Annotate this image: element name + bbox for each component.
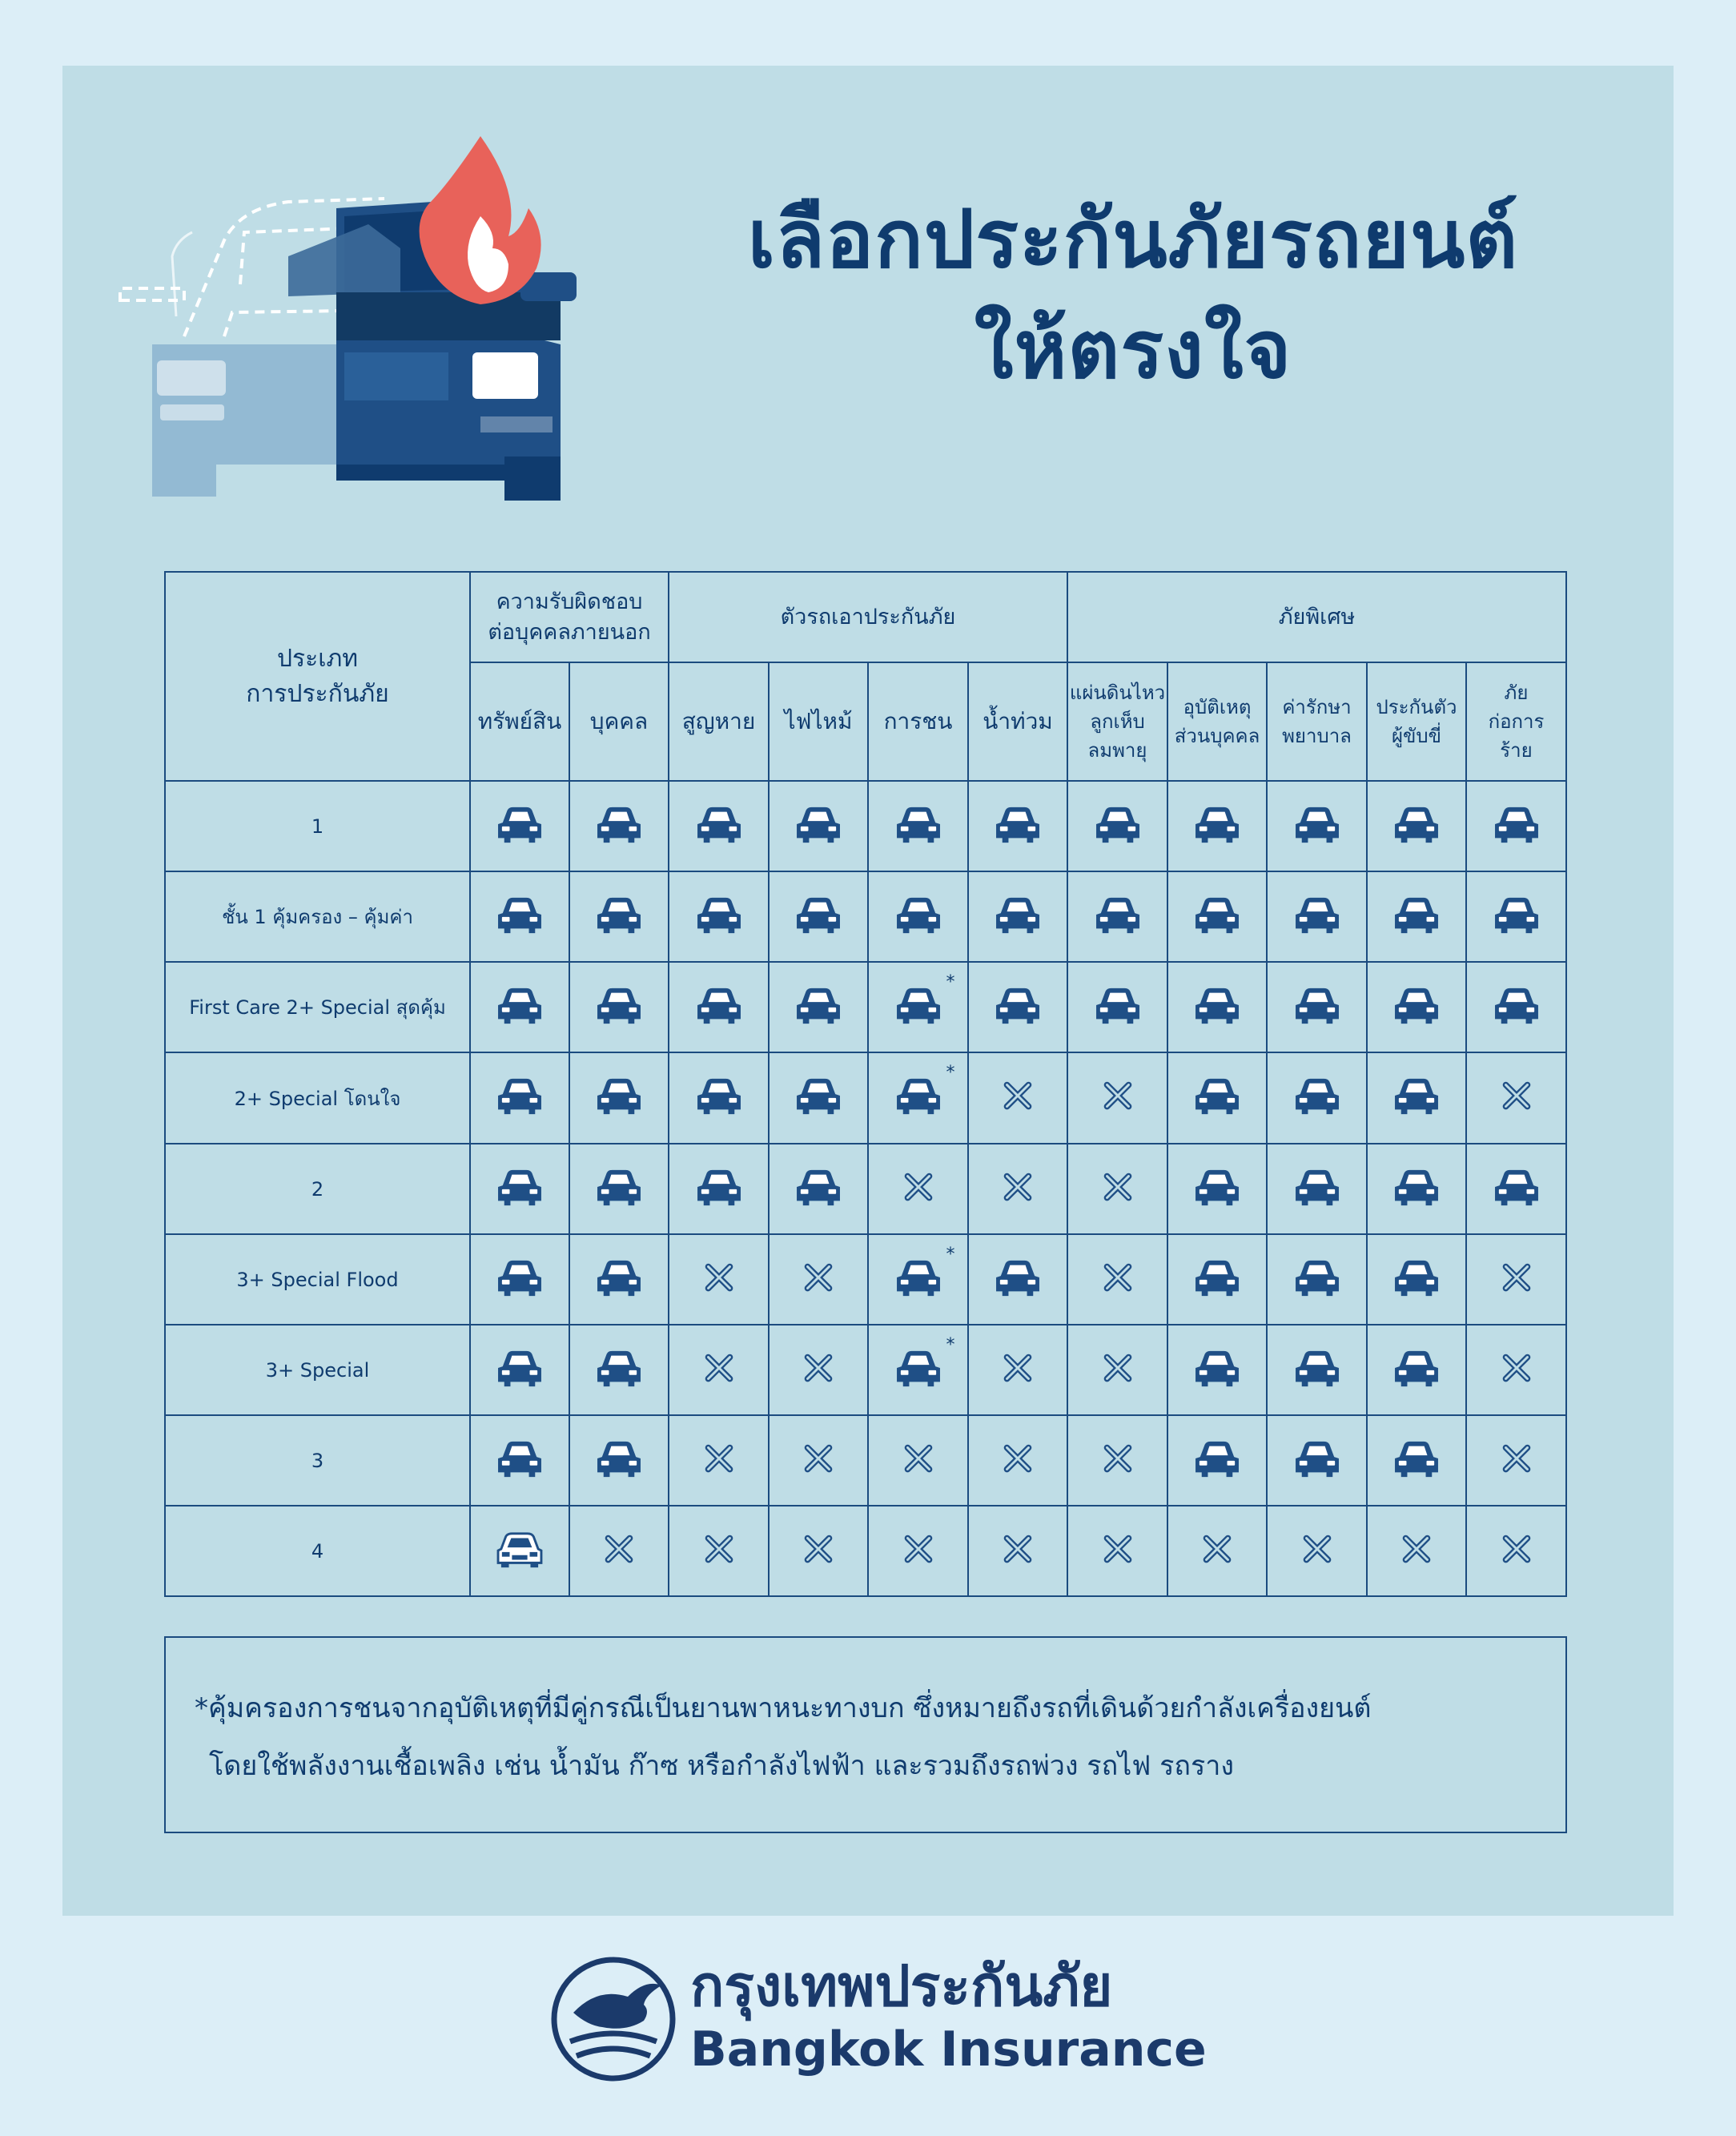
car-icon — [893, 895, 944, 936]
coverage-cell-flood — [968, 962, 1067, 1052]
table-row — [165, 1415, 1566, 1506]
coverage-cell-theft — [669, 1144, 769, 1234]
coverage-cell-theft — [669, 1506, 769, 1596]
plan-label: 2+ Special โดนใจ — [165, 1052, 470, 1144]
car-icon — [1292, 1438, 1343, 1480]
car-icon — [793, 1167, 844, 1209]
car-icon — [1491, 895, 1542, 936]
car-icon — [494, 1167, 545, 1209]
car-icon — [992, 895, 1043, 936]
car-icon — [494, 804, 545, 846]
coverage-cell-collision — [868, 1234, 968, 1325]
cross-icon — [1092, 1348, 1143, 1390]
coverage-cell-collision — [868, 781, 968, 871]
coverage-cell-terrorism — [1466, 1052, 1566, 1144]
car-icon — [494, 1348, 545, 1390]
footnote-box — [164, 1636, 1567, 1833]
column-header-theft: สูญหาย — [669, 662, 769, 781]
cross-icon — [1092, 1529, 1143, 1571]
car-icon — [1391, 1257, 1442, 1299]
coverage-cell-terrorism — [1466, 962, 1566, 1052]
footnote-star: * — [946, 1334, 955, 1355]
coverage-cell-flood — [968, 781, 1067, 871]
car-icon — [793, 804, 844, 846]
cross-icon — [1092, 1257, 1143, 1299]
coverage-cell-theft — [669, 1415, 769, 1506]
coverage-cell-natural-disaster — [1067, 1234, 1167, 1325]
plan-label: 3+ Special Flood — [165, 1234, 470, 1325]
car-icon — [593, 1167, 645, 1209]
car-icon — [1491, 804, 1542, 846]
cross-icon — [1191, 1529, 1243, 1571]
cross-icon — [693, 1438, 745, 1480]
coverage-cell-person — [569, 1415, 669, 1506]
car-icon — [494, 1257, 545, 1299]
coverage-cell-terrorism — [1466, 1144, 1566, 1234]
coverage-cell-person — [569, 871, 669, 962]
car-icon — [893, 1348, 944, 1390]
cross-icon — [593, 1529, 645, 1571]
car-icon — [1491, 985, 1542, 1027]
car-icon — [1391, 895, 1442, 936]
car-icon — [992, 1257, 1043, 1299]
cross-icon — [1491, 1529, 1542, 1571]
cross-icon — [992, 1167, 1043, 1209]
coverage-cell-person — [569, 1325, 669, 1415]
page-title — [633, 184, 1634, 405]
coverage-cell-property — [470, 1506, 569, 1596]
coverage-cell-natural-disaster — [1067, 1325, 1167, 1415]
coverage-cell-personal-accident — [1167, 1144, 1267, 1234]
car-icon — [1391, 804, 1442, 846]
coverage-cell-natural-disaster — [1067, 1506, 1167, 1596]
cross-icon — [693, 1257, 745, 1299]
coverage-cell-medical — [1267, 1052, 1367, 1144]
table-row — [165, 1052, 1566, 1144]
coverage-cell-bail-bond — [1367, 781, 1466, 871]
car-icon — [593, 804, 645, 846]
car-icon — [793, 985, 844, 1027]
car-icon — [693, 895, 745, 936]
car-icon — [1292, 1167, 1343, 1209]
coverage-cell-personal-accident — [1167, 1234, 1267, 1325]
cross-icon — [1391, 1529, 1442, 1571]
cross-icon — [1491, 1348, 1542, 1390]
coverage-cell-medical — [1267, 781, 1367, 871]
cross-icon — [992, 1076, 1043, 1117]
burning-car-illustration — [104, 128, 617, 505]
footnote-star: * — [946, 971, 955, 992]
car-icon — [1191, 1076, 1243, 1117]
car-icon — [494, 895, 545, 936]
car-icon — [893, 1076, 944, 1117]
plan-label: 1 — [165, 781, 470, 871]
footnote-star: * — [946, 1063, 955, 1083]
coverage-cell-fire — [769, 1052, 868, 1144]
table-row — [165, 1325, 1566, 1415]
coverage-cell-medical — [1267, 962, 1367, 1052]
car-icon — [593, 985, 645, 1027]
coverage-cell-fire — [769, 1144, 868, 1234]
coverage-cell-bail-bond — [1367, 1052, 1466, 1144]
coverage-cell-person — [569, 1144, 669, 1234]
footnote-star: * — [946, 1244, 955, 1265]
column-header-person: บุคคล — [569, 662, 669, 781]
brand-name-english: Bangkok Insurance — [690, 2021, 1207, 2078]
coverage-cell-bail-bond — [1367, 962, 1466, 1052]
coverage-cell-fire — [769, 871, 868, 962]
coverage-cell-flood — [968, 1325, 1067, 1415]
coverage-cell-collision — [868, 1144, 968, 1234]
coverage-cell-person — [569, 781, 669, 871]
car-icon — [793, 895, 844, 936]
coverage-cell-personal-accident — [1167, 1415, 1267, 1506]
car-icon — [1292, 985, 1343, 1027]
table-row — [165, 1234, 1566, 1325]
coverage-cell-medical — [1267, 1144, 1367, 1234]
car-icon — [1191, 1257, 1243, 1299]
coverage-cell-property — [470, 1052, 569, 1144]
car-icon — [1391, 1167, 1442, 1209]
car-icon — [593, 1438, 645, 1480]
coverage-cell-bail-bond — [1367, 1234, 1466, 1325]
coverage-cell-terrorism — [1466, 1506, 1566, 1596]
cross-icon — [793, 1348, 844, 1390]
coverage-cell-medical — [1267, 1325, 1367, 1415]
coverage-cell-flood — [968, 1234, 1067, 1325]
coverage-cell-person — [569, 1234, 669, 1325]
coverage-cell-personal-accident — [1167, 1325, 1267, 1415]
car-icon — [1191, 1438, 1243, 1480]
car-icon — [793, 1076, 844, 1117]
car-icon — [1191, 1167, 1243, 1209]
plan-label: 3+ Special — [165, 1325, 470, 1415]
coverage-cell-property — [470, 1144, 569, 1234]
cross-icon — [992, 1438, 1043, 1480]
coverage-cell-medical — [1267, 1415, 1367, 1506]
cross-icon — [992, 1529, 1043, 1571]
coverage-cell-medical — [1267, 871, 1367, 962]
cross-icon — [1491, 1257, 1542, 1299]
car-icon — [693, 1167, 745, 1209]
group-header-own-vehicle: ตัวรถเอาประกันภัย — [669, 572, 1067, 662]
car-icon — [494, 1076, 545, 1117]
plan-label: 2 — [165, 1144, 470, 1234]
column-header-flood: น้ำท่วม — [968, 662, 1067, 781]
coverage-cell-medical — [1267, 1506, 1367, 1596]
coverage-cell-theft — [669, 1325, 769, 1415]
coverage-cell-fire — [769, 1234, 868, 1325]
coverage-cell-theft — [669, 1052, 769, 1144]
coverage-cell-personal-accident — [1167, 1506, 1267, 1596]
coverage-cell-fire — [769, 1325, 868, 1415]
coverage-cell-medical — [1267, 1234, 1367, 1325]
car-icon — [693, 804, 745, 846]
car-icon — [494, 1438, 545, 1480]
title-line-2: ให้ตรงใจ — [974, 303, 1292, 396]
plan-label: 3 — [165, 1415, 470, 1506]
bird-logo-icon — [549, 1955, 677, 2083]
car-icon — [1292, 804, 1343, 846]
column-header-collision: การชน — [868, 662, 968, 781]
coverage-cell-flood — [968, 1415, 1067, 1506]
cross-icon — [1092, 1167, 1143, 1209]
car-icon — [1391, 1076, 1442, 1117]
coverage-cell-property — [470, 1234, 569, 1325]
coverage-cell-personal-accident — [1167, 871, 1267, 962]
cross-icon — [793, 1438, 844, 1480]
plan-type-header: ประเภท การประกันภัย — [165, 572, 470, 781]
cross-icon — [1491, 1438, 1542, 1480]
car-icon — [693, 1076, 745, 1117]
cross-icon — [693, 1348, 745, 1390]
brand-logo — [549, 1950, 1207, 2094]
coverage-cell-property — [470, 962, 569, 1052]
cross-icon — [893, 1438, 944, 1480]
coverage-cell-collision — [868, 1506, 968, 1596]
cross-icon — [893, 1529, 944, 1571]
coverage-cell-collision — [868, 1325, 968, 1415]
car-icon — [1391, 985, 1442, 1027]
plan-label: ชั้น 1 คุ้มครอง – คุ้มค่า — [165, 871, 470, 962]
coverage-cell-bail-bond — [1367, 1325, 1466, 1415]
brand-name-thai: กรุงเทพประกันภัย — [690, 1953, 1113, 2019]
car-icon — [1292, 1348, 1343, 1390]
car-icon — [1292, 1257, 1343, 1299]
car-icon — [1391, 1348, 1442, 1390]
coverage-cell-personal-accident — [1167, 962, 1267, 1052]
coverage-cell-terrorism — [1466, 871, 1566, 962]
coverage-cell-bail-bond — [1367, 1506, 1466, 1596]
coverage-cell-natural-disaster — [1067, 1415, 1167, 1506]
coverage-cell-personal-accident — [1167, 1052, 1267, 1144]
car-icon — [1391, 1438, 1442, 1480]
car-icon — [1491, 1167, 1542, 1209]
car-icon — [992, 804, 1043, 846]
car-icon — [1292, 1076, 1343, 1117]
car-icon — [1191, 1348, 1243, 1390]
cross-icon — [893, 1167, 944, 1209]
coverage-cell-theft — [669, 962, 769, 1052]
cross-icon — [1491, 1076, 1542, 1117]
column-header-natural-disaster: แผ่นดินไหว ลูกเห็บ ลมพายุ — [1067, 662, 1167, 781]
footnote-line-2: โดยใช้พลังงานเชื้อเพลิง เช่น น้ำมัน ก๊าซ หรือกำลังไฟฟ้า และรวมถึงรถพ่วง รถไฟ รถราง — [209, 1750, 1234, 1782]
coverage-cell-bail-bond — [1367, 1144, 1466, 1234]
cross-icon — [1092, 1076, 1143, 1117]
car-icon — [494, 985, 545, 1027]
coverage-cell-natural-disaster — [1067, 871, 1167, 962]
coverage-cell-terrorism — [1466, 781, 1566, 871]
cross-icon — [1092, 1438, 1143, 1480]
table-row — [165, 962, 1566, 1052]
coverage-cell-flood — [968, 1506, 1067, 1596]
cross-icon — [793, 1257, 844, 1299]
coverage-cell-property — [470, 871, 569, 962]
car-icon — [893, 804, 944, 846]
table-row — [165, 781, 1566, 871]
car-icon — [1191, 804, 1243, 846]
coverage-cell-personal-accident — [1167, 781, 1267, 871]
coverage-cell-natural-disaster — [1067, 962, 1167, 1052]
coverage-cell-natural-disaster — [1067, 781, 1167, 871]
group-header-special-perils: ภัยพิเศษ — [1067, 572, 1566, 662]
car-icon — [1092, 895, 1143, 936]
coverage-cell-natural-disaster — [1067, 1144, 1167, 1234]
column-header-medical: ค่ารักษา พยาบาล — [1267, 662, 1367, 781]
column-header-bail-bond: ประกันตัว ผู้ขับขี่ — [1367, 662, 1466, 781]
coverage-cell-bail-bond — [1367, 1415, 1466, 1506]
coverage-cell-person — [569, 962, 669, 1052]
coverage-cell-person — [569, 1052, 669, 1144]
coverage-cell-theft — [669, 871, 769, 962]
coverage-cell-fire — [769, 1415, 868, 1506]
coverage-cell-property — [470, 1325, 569, 1415]
title-line-1: เลือกประกันภัยรถยนต์ — [747, 192, 1519, 286]
car-icon — [992, 985, 1043, 1027]
coverage-cell-property — [470, 781, 569, 871]
coverage-cell-collision — [868, 1052, 968, 1144]
coverage-cell-bail-bond — [1367, 871, 1466, 962]
coverage-cell-terrorism — [1466, 1325, 1566, 1415]
footnote-line-1: *คุ้มครองการชนจากอุบัติเหตุที่มีคู่กรณีเป็นยานพาหนะทางบก ซึ่งหมายถึงรถที่เดินด้วยกำลังเครื่องยนต์ — [195, 1692, 1372, 1724]
coverage-cell-flood — [968, 1052, 1067, 1144]
car-icon — [1092, 804, 1143, 846]
column-header-property: ทรัพย์สิน — [470, 662, 569, 781]
coverage-cell-fire — [769, 962, 868, 1052]
coverage-cell-person — [569, 1506, 669, 1596]
group-header-liability: ความรับผิดชอบ ต่อบุคคลภายนอก — [470, 572, 669, 662]
car-icon — [593, 1257, 645, 1299]
coverage-cell-theft — [669, 1234, 769, 1325]
coverage-cell-fire — [769, 781, 868, 871]
plan-label: First Care 2+ Special สุดคุ้ม — [165, 962, 470, 1052]
car-icon — [1191, 895, 1243, 936]
coverage-cell-terrorism — [1466, 1234, 1566, 1325]
coverage-cell-fire — [769, 1506, 868, 1596]
column-header-fire: ไฟไหม้ — [769, 662, 868, 781]
table-row — [165, 871, 1566, 962]
coverage-cell-collision — [868, 871, 968, 962]
car-icon — [1092, 985, 1143, 1027]
car-icon — [893, 1257, 944, 1299]
car-icon — [693, 985, 745, 1027]
coverage-cell-flood — [968, 871, 1067, 962]
car-icon — [593, 1348, 645, 1390]
coverage-cell-terrorism — [1466, 1415, 1566, 1506]
coverage-table — [164, 571, 1567, 1597]
coverage-cell-property — [470, 1415, 569, 1506]
coverage-cell-natural-disaster — [1067, 1052, 1167, 1144]
cross-icon — [992, 1348, 1043, 1390]
car-icon — [1191, 985, 1243, 1027]
car-icon — [893, 985, 944, 1027]
cross-icon — [693, 1529, 745, 1571]
car-outline-icon — [494, 1529, 545, 1571]
cross-icon — [1292, 1529, 1343, 1571]
coverage-cell-collision — [868, 1415, 968, 1506]
coverage-cell-theft — [669, 781, 769, 871]
car-icon — [593, 895, 645, 936]
plan-label: 4 — [165, 1506, 470, 1596]
table-row — [165, 1506, 1566, 1596]
car-icon — [1292, 895, 1343, 936]
coverage-cell-flood — [968, 1144, 1067, 1234]
column-header-personal-accident: อุบัติเหตุ ส่วนบุคคล — [1167, 662, 1267, 781]
column-header-terrorism: ภัย ก่อการ ร้าย — [1466, 662, 1566, 781]
table-row — [165, 1144, 1566, 1234]
car-icon — [593, 1076, 645, 1117]
cross-icon — [793, 1529, 844, 1571]
coverage-cell-collision — [868, 962, 968, 1052]
